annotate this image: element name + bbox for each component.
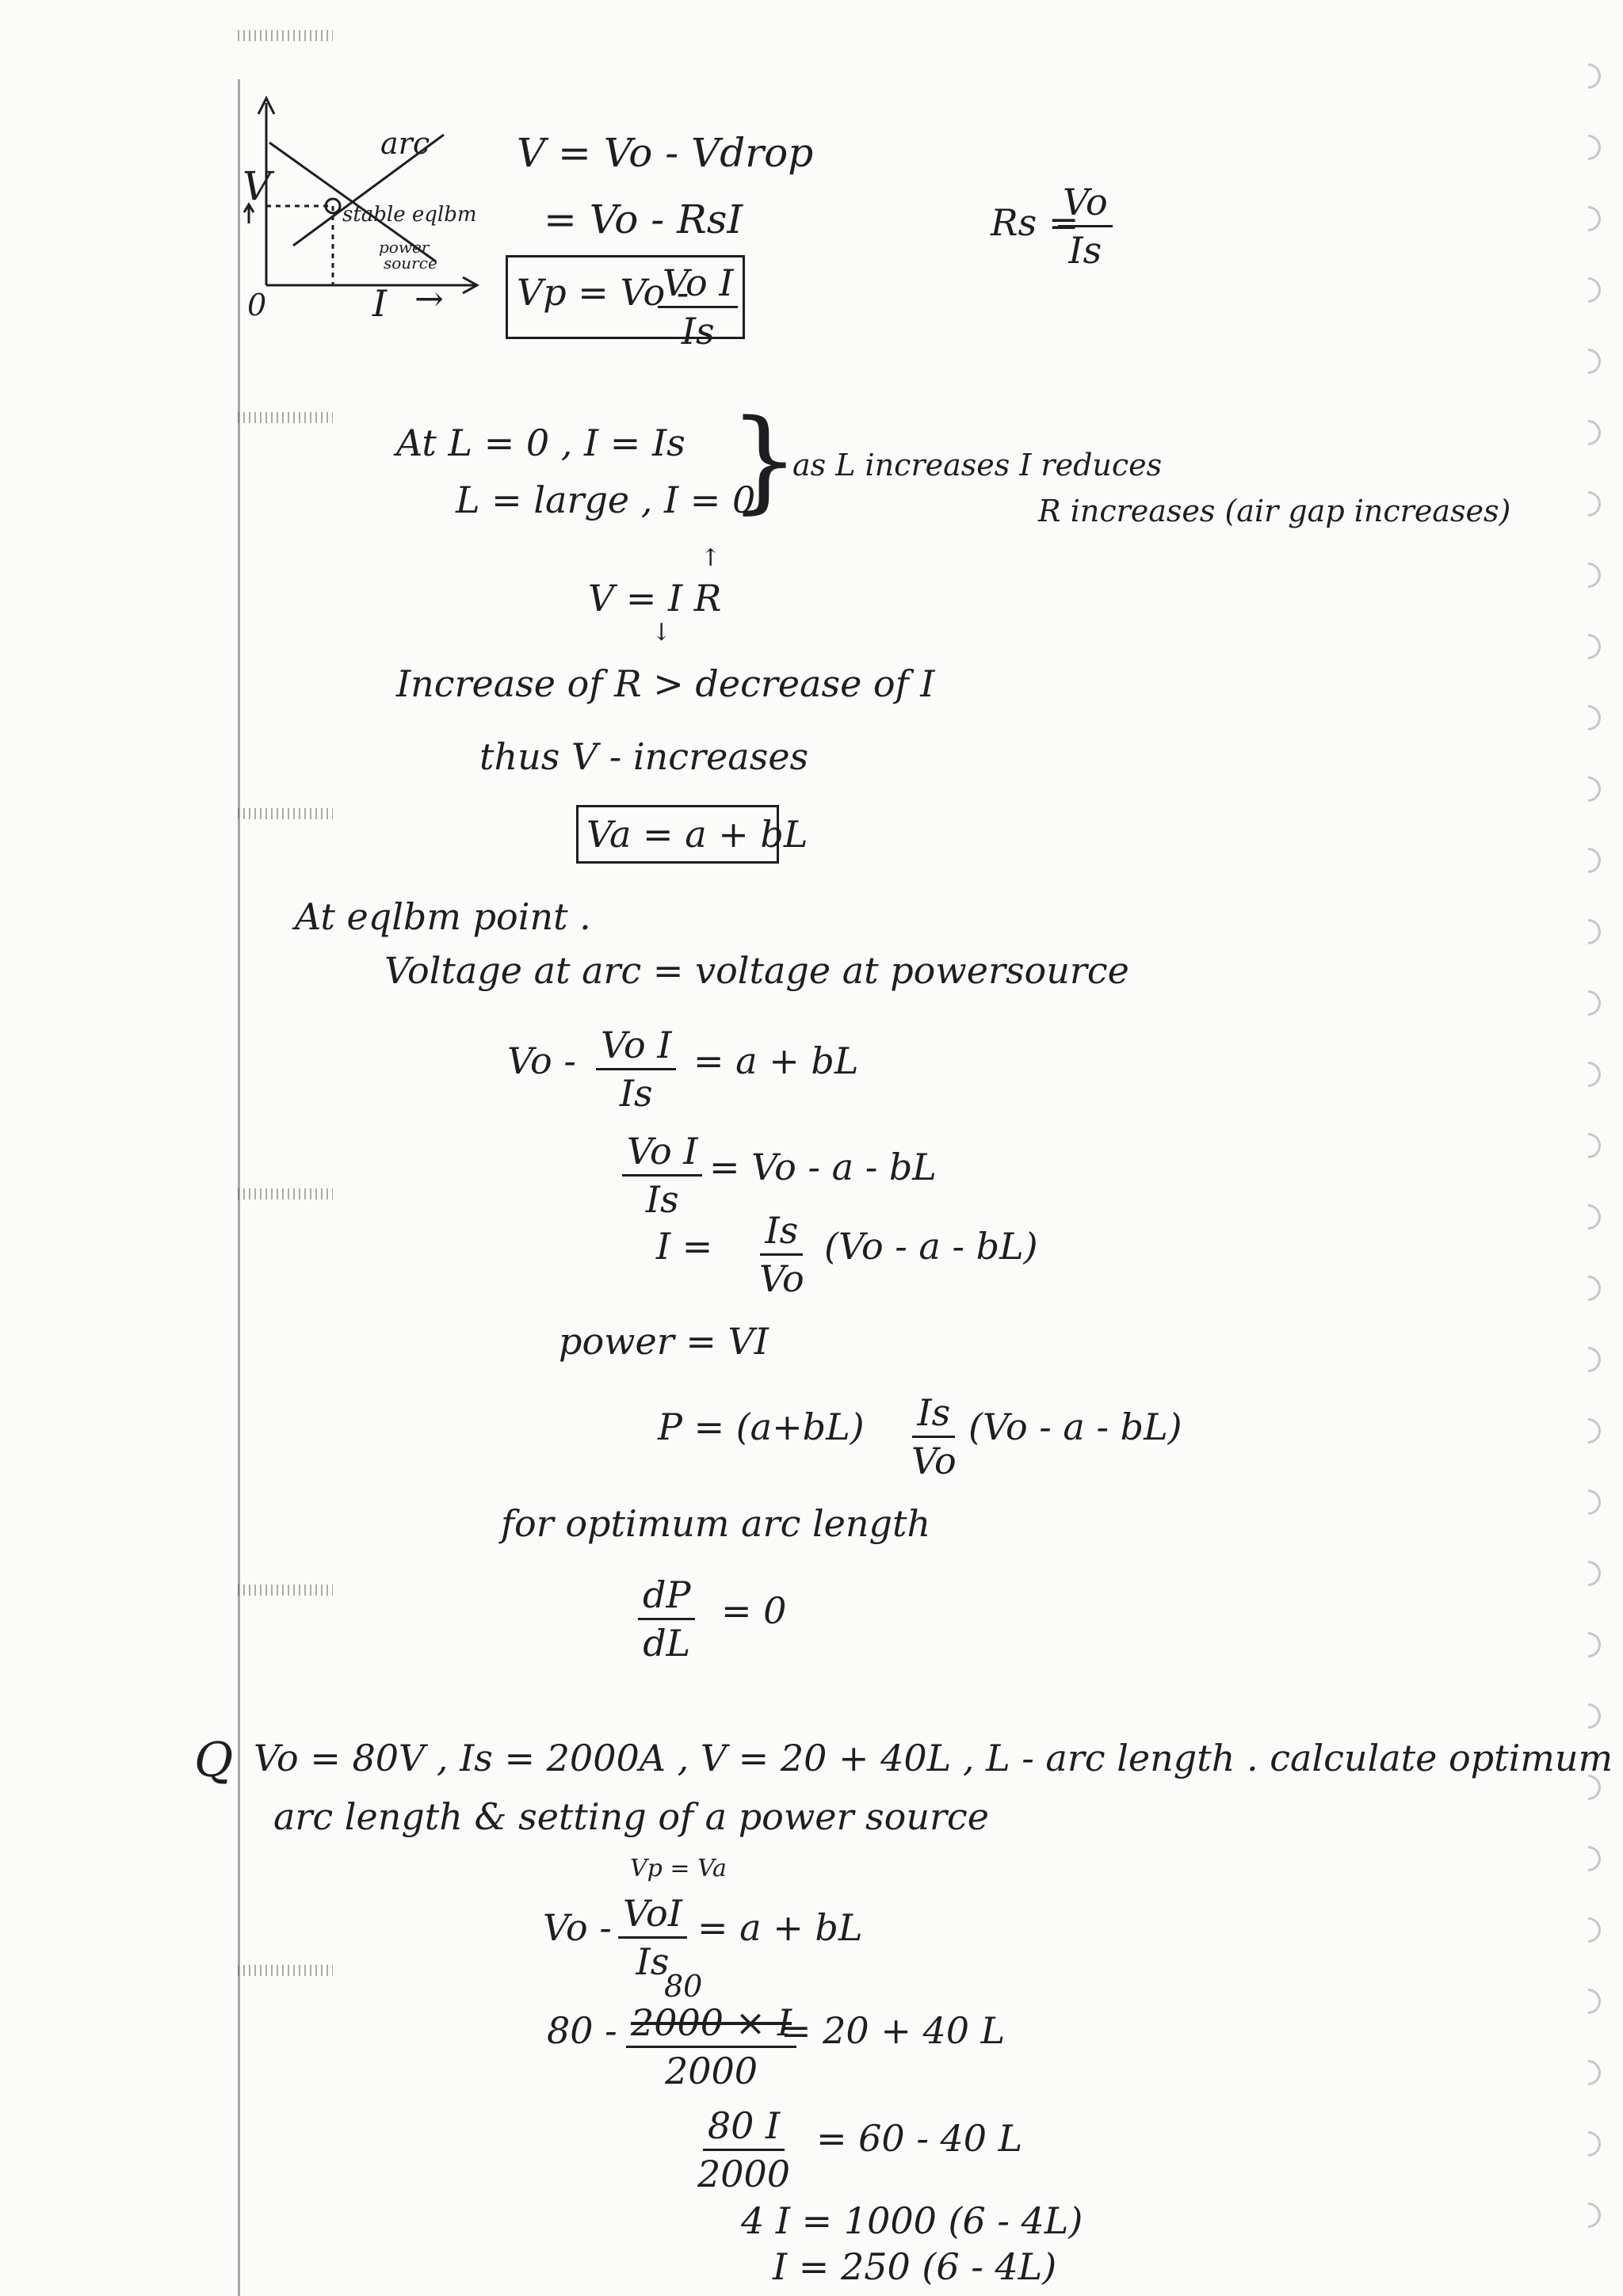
fraction-numerator: Vo I	[622, 1133, 702, 1177]
eq-v-vdrop: V = Vo - Vdrop	[517, 130, 814, 176]
graph-eqlbm-label: stable eqlbm	[342, 203, 477, 227]
eq-dp-dl-fraction	[638, 1573, 695, 1665]
binding-mark	[238, 1965, 333, 1976]
eq1-fraction	[596, 1024, 676, 1115]
binding-mark	[238, 1585, 333, 1596]
rs-lhs: Rs =	[991, 201, 1079, 244]
binding-mark	[238, 1188, 333, 1199]
binding-mark	[238, 808, 333, 819]
fraction-numerator: dP	[638, 1577, 695, 1620]
question-line-1: Vo = 80V , Is = 2000A , V = 20 + 40L , L - arc length . calculate optimum	[254, 1737, 1613, 1779]
eq-p-fraction	[911, 1391, 957, 1482]
condition-l-zero: At L = 0 , I = Is	[396, 421, 685, 464]
eqlbm-voltage-line: Voltage at arc = voltage at powersource	[384, 949, 1129, 992]
eqlbm-title: At eqlbm point .	[295, 895, 591, 938]
arrow-right-icon: →	[414, 279, 444, 319]
sol5: I = 250 (6 - 4L)	[773, 2245, 1057, 2288]
eq-v-ir: V = I R	[588, 577, 722, 620]
sol2-lhs: 80 -	[547, 2009, 617, 2052]
fraction-denominator: Is	[645, 1178, 679, 1221]
boxed-vp-fraction	[658, 261, 738, 353]
fraction-denominator: Is	[1068, 229, 1102, 272]
eq-p-rhs: (Vo - a - bL)	[968, 1405, 1182, 1448]
fraction-denominator: dL	[643, 1622, 691, 1665]
condition-brace: }	[729, 396, 800, 525]
sol2-fraction	[626, 2001, 796, 2092]
graph-v-label: V	[242, 163, 272, 209]
sol4: 4 I = 1000 (6 - 4L)	[741, 2199, 1083, 2242]
graph-i-label: I	[372, 282, 388, 325]
text-increase-of-r: Increase of R > decrease of I	[396, 662, 935, 705]
boxed-va-text: Va = a + bL	[586, 813, 808, 856]
boxed-vp-lhs: Vp = Vo -	[517, 271, 689, 314]
question-line-2: arc length & setting of a power source	[273, 1795, 989, 1838]
fraction-denominator: Is	[681, 310, 715, 353]
eq-p-lhs: P = (a+bL)	[658, 1405, 865, 1448]
graph-power-label: power	[379, 238, 430, 257]
note-r-increases: R increases (air gap increases)	[1038, 494, 1511, 528]
fraction-denominator: Is	[636, 1940, 670, 1983]
graph-origin-label: 0	[247, 288, 267, 322]
eq1-rhs: = a + bL	[693, 1039, 859, 1082]
sol1-fraction	[618, 1892, 687, 1983]
fraction-denominator: 2000	[697, 2153, 791, 2195]
fraction-numerator: Vo I	[658, 265, 738, 308]
text-thus-v-increases: thus V - increases	[479, 735, 809, 778]
eq2-rhs: = Vo - a - bL	[709, 1146, 937, 1188]
fraction-numerator: 2000 × I	[626, 2004, 796, 2048]
graph-source-label: source	[384, 254, 437, 273]
fraction-numerator: VoI	[618, 1895, 687, 1939]
sol3-rhs: = 60 - 40 L	[816, 2117, 1023, 2160]
fraction-numerator: 80 I	[703, 2107, 785, 2151]
sol1-lhs: Vo -	[543, 1906, 612, 1949]
sol3-fraction	[697, 2104, 791, 2195]
eq-vo-rsi: = Vo - RsI	[544, 196, 743, 242]
sol-vp-equals-va: Vp = Va	[630, 1855, 727, 1882]
rs-fraction	[1058, 181, 1113, 272]
eq2-fraction	[622, 1130, 702, 1221]
condition-l-large: L = large , I = 0	[456, 479, 756, 521]
sol2-numerator-top: 80	[664, 1969, 703, 2004]
eq1-lhs: Vo -	[507, 1039, 576, 1082]
fraction-denominator: Vo	[759, 1257, 804, 1300]
sol2-rhs: = 20 + 40 L	[781, 2009, 1006, 2052]
fraction-numerator: Vo I	[596, 1027, 676, 1070]
eq3-lhs: I =	[656, 1225, 713, 1268]
arrow-up-icon: ↑	[701, 544, 721, 572]
note-l-increases: as L increases I reduces	[792, 448, 1163, 482]
eq3-fraction	[759, 1209, 804, 1300]
text-optimum-arc-length: for optimum arc length	[501, 1502, 931, 1545]
eq-power-vi: power = VI	[559, 1320, 769, 1363]
fraction-denominator: 2000	[664, 2050, 758, 2092]
fraction-denominator: Vo	[911, 1440, 957, 1482]
arrow-down-icon: ↓	[651, 619, 672, 646]
eq3-rhs: (Vo - a - bL)	[824, 1225, 1038, 1268]
fraction-numerator: Is	[912, 1394, 955, 1438]
binding-mark	[238, 30, 333, 41]
fraction-numerator: Vo	[1058, 184, 1113, 227]
question-marker: Q	[194, 1733, 234, 1788]
fraction-denominator: Is	[619, 1072, 653, 1115]
fraction-numerator: Is	[760, 1212, 803, 1256]
binding-mark	[238, 412, 333, 423]
graph-arc-label: arc	[380, 126, 430, 161]
sol1-rhs: = a + bL	[697, 1906, 863, 1949]
eq-dp-dl-rhs: = 0	[721, 1589, 787, 1632]
